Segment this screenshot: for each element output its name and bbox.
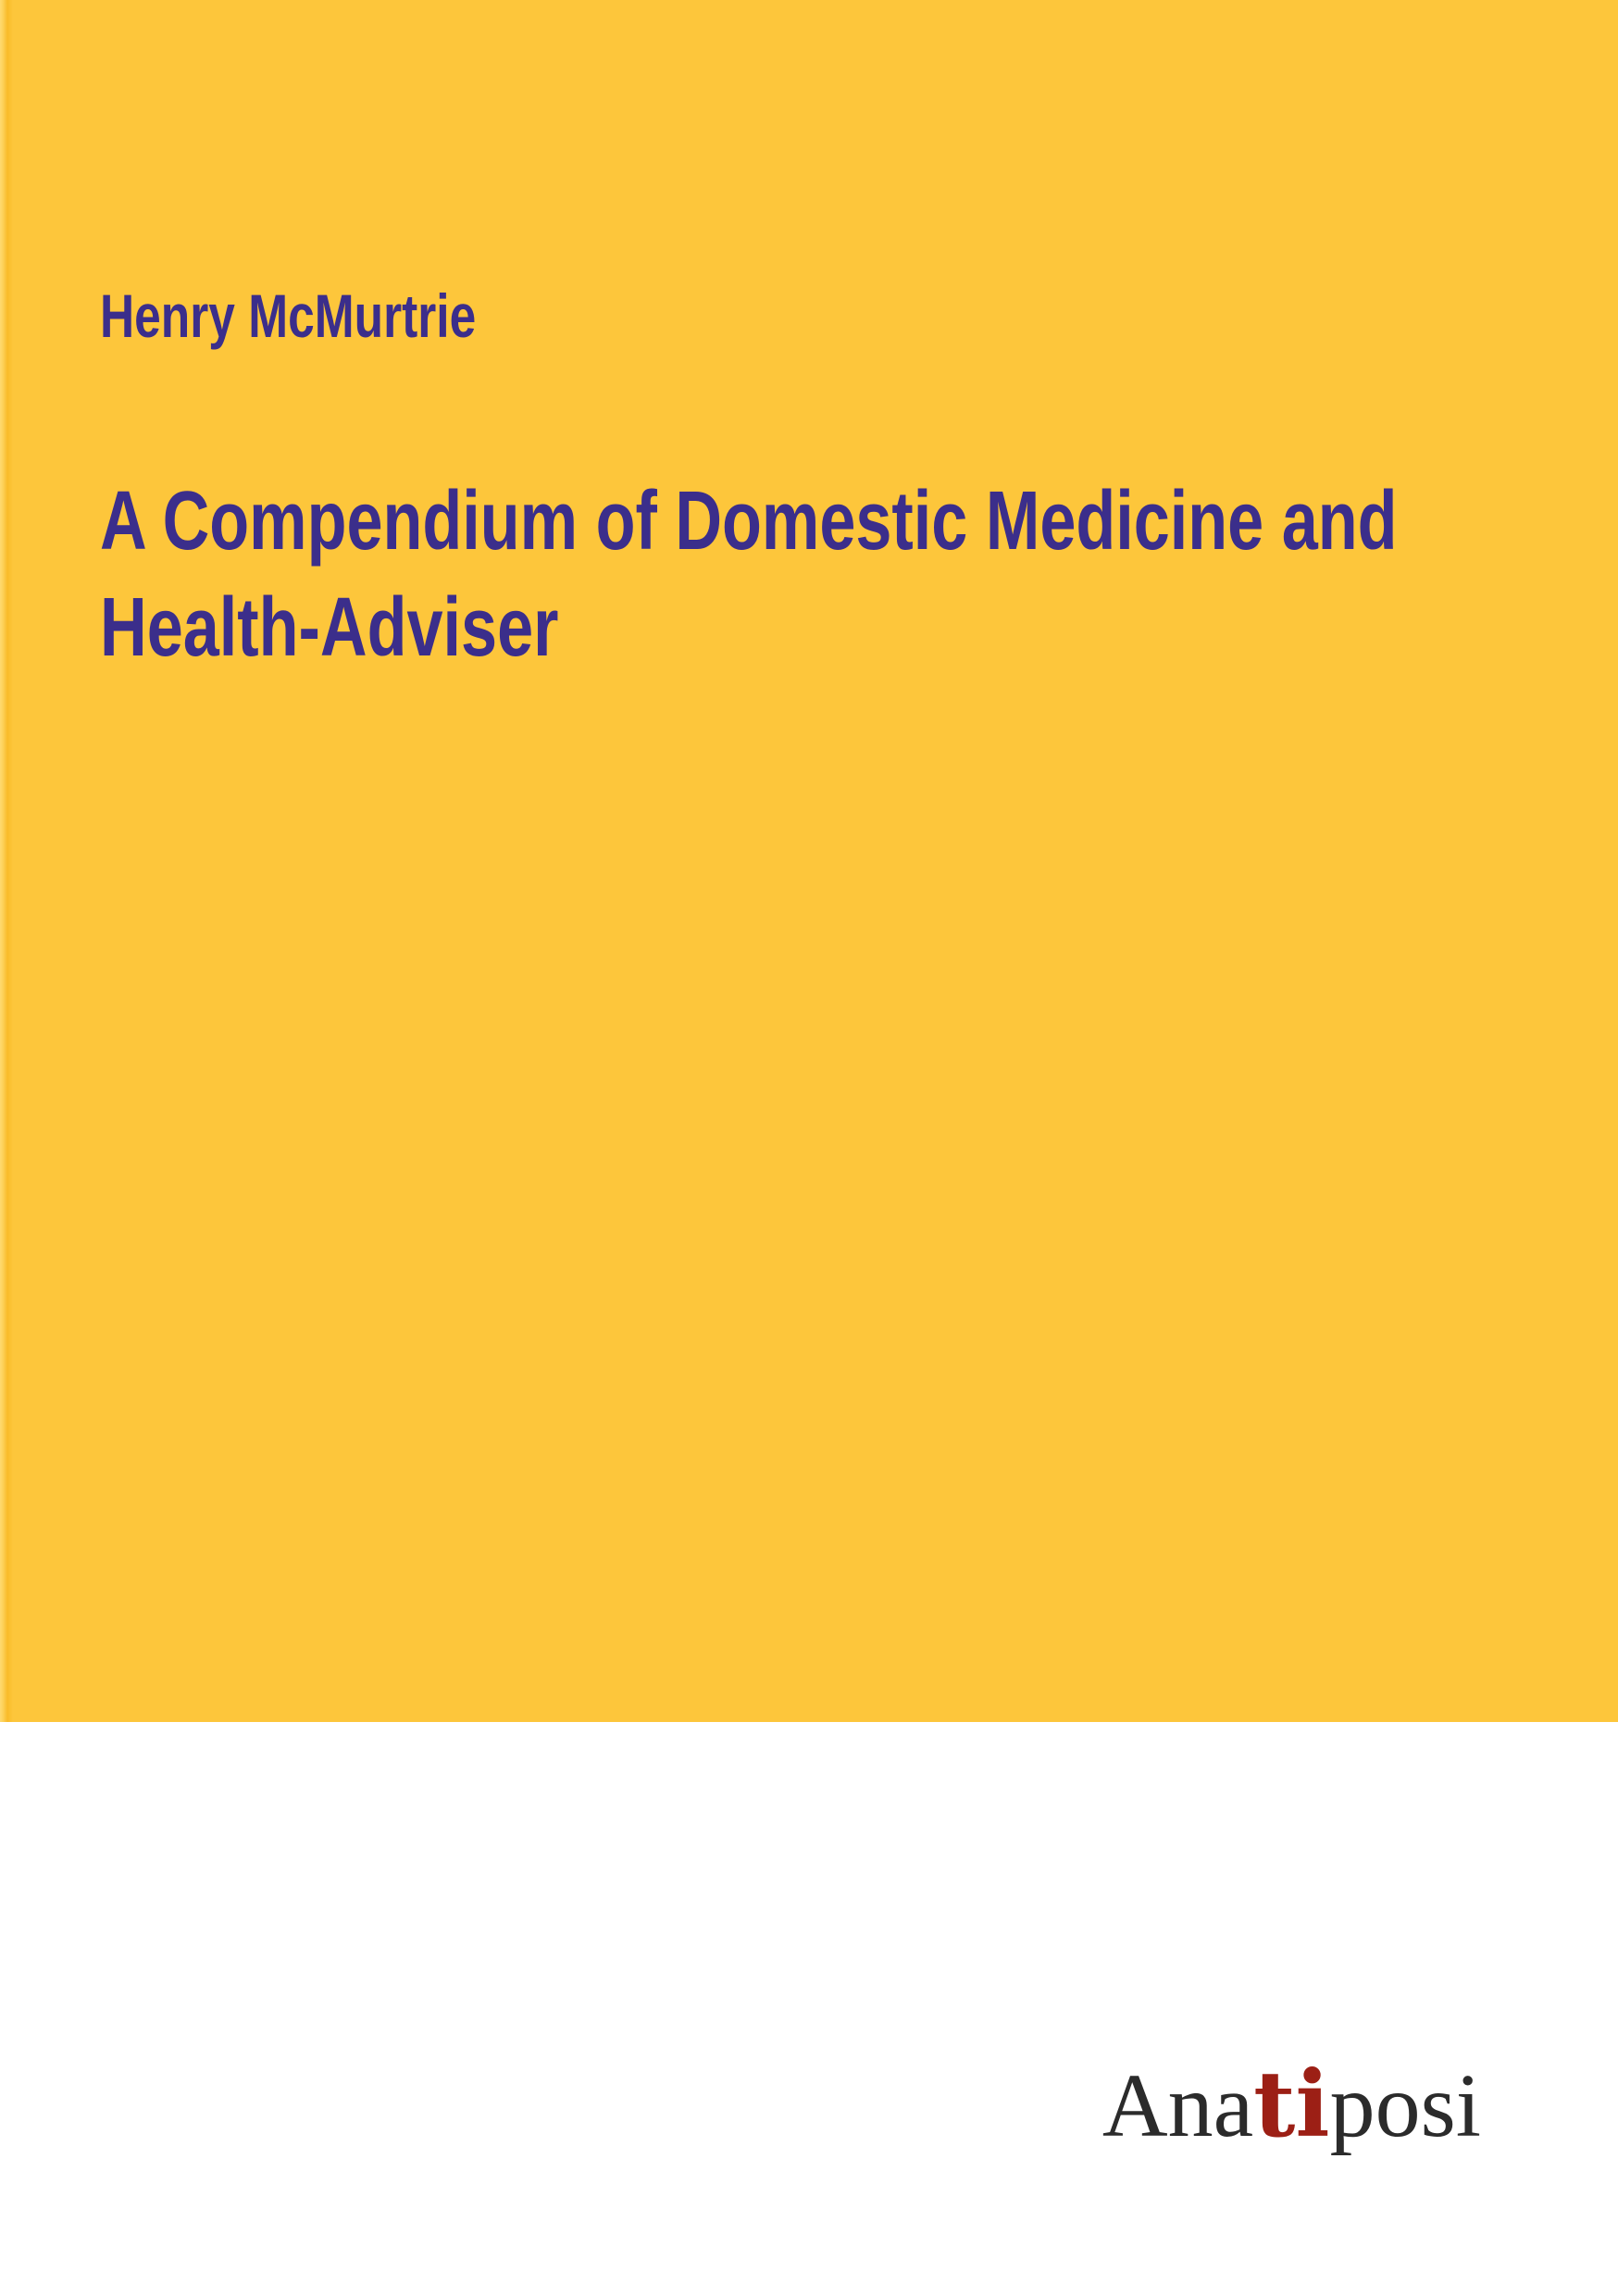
publisher-logo [1101,2052,1481,2158]
publisher-logo-suffix: posi [1329,2056,1481,2156]
publisher-logo-accent: ti [1253,2052,1330,2158]
book-title: A Compendium of Domestic Medicine and Health-Adviser [100,475,1398,674]
author-name: Henry McMurtrie [100,281,477,350]
spine-highlight [0,0,13,1722]
publisher-logo-prefix: Ana [1101,2056,1254,2156]
